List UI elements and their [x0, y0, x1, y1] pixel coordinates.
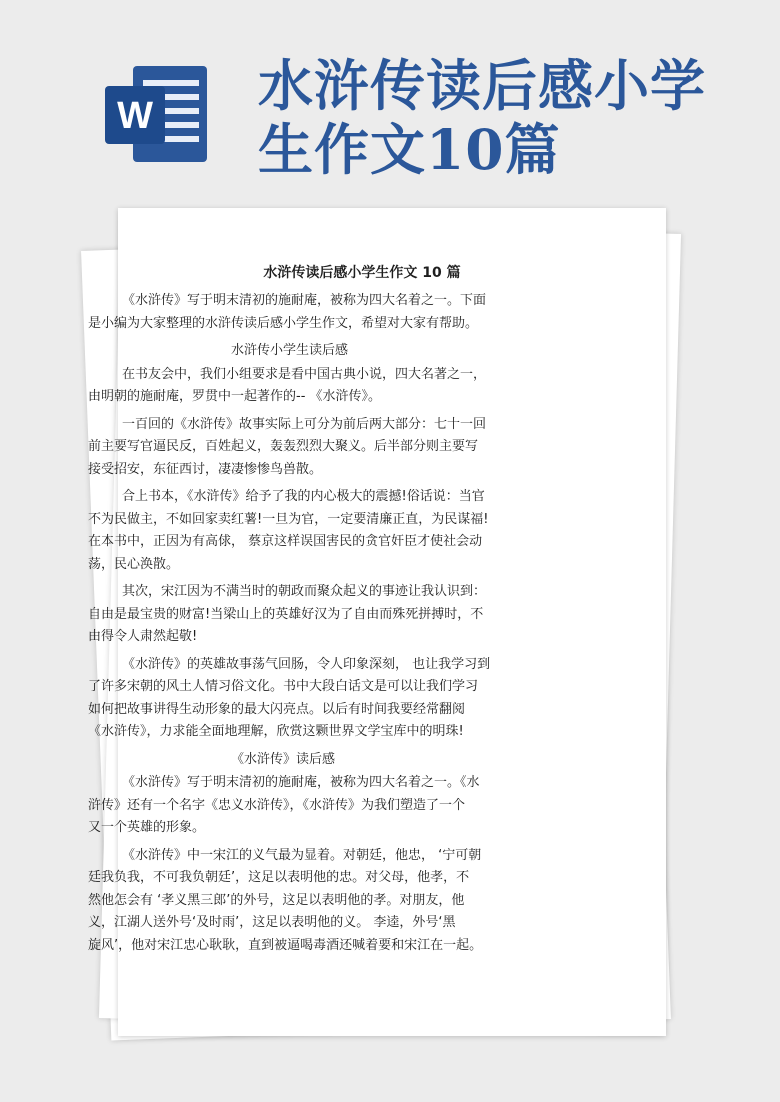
paragraph-line: 自由是最宝贵的财富!当梁山上的英雄好汉为了自由而殊死拼搏时，不	[88, 606, 484, 622]
paragraph	[88, 581, 608, 649]
paragraph-line: 前主要写官逼民反，百姓起义，轰轰烈烈大聚义。后半部分则主要写	[88, 439, 479, 454]
paragraph	[88, 654, 608, 744]
paragraph-line: 《水浒传》，力求能全面地理解，欣赏这颗世界文学宝库中的明珠!	[88, 724, 464, 739]
word-document-icon	[103, 60, 215, 168]
page-title-line-2: 生作文10篇	[258, 117, 561, 182]
paragraph	[88, 486, 608, 576]
paragraph-line: 《水浒传》写于明末清初的施耐庵，被称为四大名着之一。下面	[122, 293, 487, 308]
paragraph-line: 荡，民心涣散。	[88, 556, 180, 572]
paragraph-line: 旋风’，他对宋江忠心耿耿，直到被逼喝毒酒还喊着要和宋江在一起。	[88, 937, 483, 953]
paragraph-line: 了许多宋朝的风土人情习俗文化。书中大段白话文是可以让我们学习	[88, 679, 479, 694]
paragraph-line: 《水浒传》写于明末清初的施耐庵，被称为四大名着之一。《水	[122, 775, 480, 790]
page-title-line-1: 水浒传读后感小学	[258, 53, 707, 118]
paragraph-line: 义，江湖人送外号‘及时雨’，这足以表明他的义。 李逵，外号‘黑	[88, 915, 456, 930]
document-title: 水浒传读后感小学生作文 10 篇	[263, 265, 461, 281]
paragraph-line: 如何把故事讲得生动形象的最大闪亮点。以后有时间我要经常翻阅	[88, 701, 466, 717]
paragraph	[88, 772, 608, 840]
paragraph-line: 廷我负我，不可我负朝廷’，这足以表明他的忠。对父母，他孝，不	[88, 870, 470, 885]
paragraph	[88, 290, 608, 335]
paragraph-line: 然他怎会有 ‘孝义黑三郎’的外号，这足以表明他的孝。对朋友，他	[88, 892, 465, 908]
paragraph-line: 一百回的《水浒传》故事实际上可分为前后两大部分：七十一回	[122, 416, 487, 432]
paragraph-line: 由明朝的施耐庵，罗贯中一起著作的-- 《水浒传》。	[88, 389, 382, 404]
section-subheading: 《水浒传》读后感	[231, 751, 336, 767]
paragraph-line: 合上书本，《水浒传》给予了我的内心极大的震撼!俗话说：当官	[122, 489, 485, 504]
paragraph-line: 在书友会中，我们小组要求是看中国古典小说，四大名著之一，	[122, 366, 487, 382]
section-subheading: 水浒传小学生读后感	[231, 343, 349, 358]
paragraph	[88, 414, 608, 482]
paragraph-line: 在本书中，正因为有高俅， 蔡京这样误国害民的贪官奸臣才使社会动	[88, 534, 483, 549]
paragraph-line: 其次，宋江因为不满当时的朝政而聚众起义的事迹让我认识到：	[122, 584, 487, 599]
word-logo-letter: W	[117, 95, 153, 137]
paragraph-line: 《水浒传》的英雄故事荡气回肠，令人印象深刻， 也让我学习到	[122, 656, 491, 672]
header	[0, 0, 780, 200]
paragraph-line: 由得令人肃然起敬!	[88, 629, 198, 644]
document-content	[88, 290, 608, 957]
paragraph-line: 接受招安，东征西讨，凄凄惨惨鸟兽散。	[88, 461, 323, 477]
paragraph-line: 浒传》还有一个名字《忠义水浒传》，《水浒传》为我们塑造了一个	[88, 797, 466, 813]
paragraph	[88, 364, 608, 409]
paragraph	[88, 845, 608, 958]
paragraph-line: 《水浒传》中一宋江的义气最为显着。对朝廷，他忠， ‘宁可朝	[122, 847, 482, 863]
paragraph-line: 是小编为大家整理的水浒传读后感小学生作文，希望对大家有帮助。	[88, 315, 479, 331]
paragraph-line: 又一个英雄的形象。	[88, 820, 206, 835]
document-body	[88, 262, 608, 962]
paragraph-line: 不为民做主，不如回家卖红薯!一旦为官，一定要清廉正直，为民谋福!	[88, 511, 489, 527]
